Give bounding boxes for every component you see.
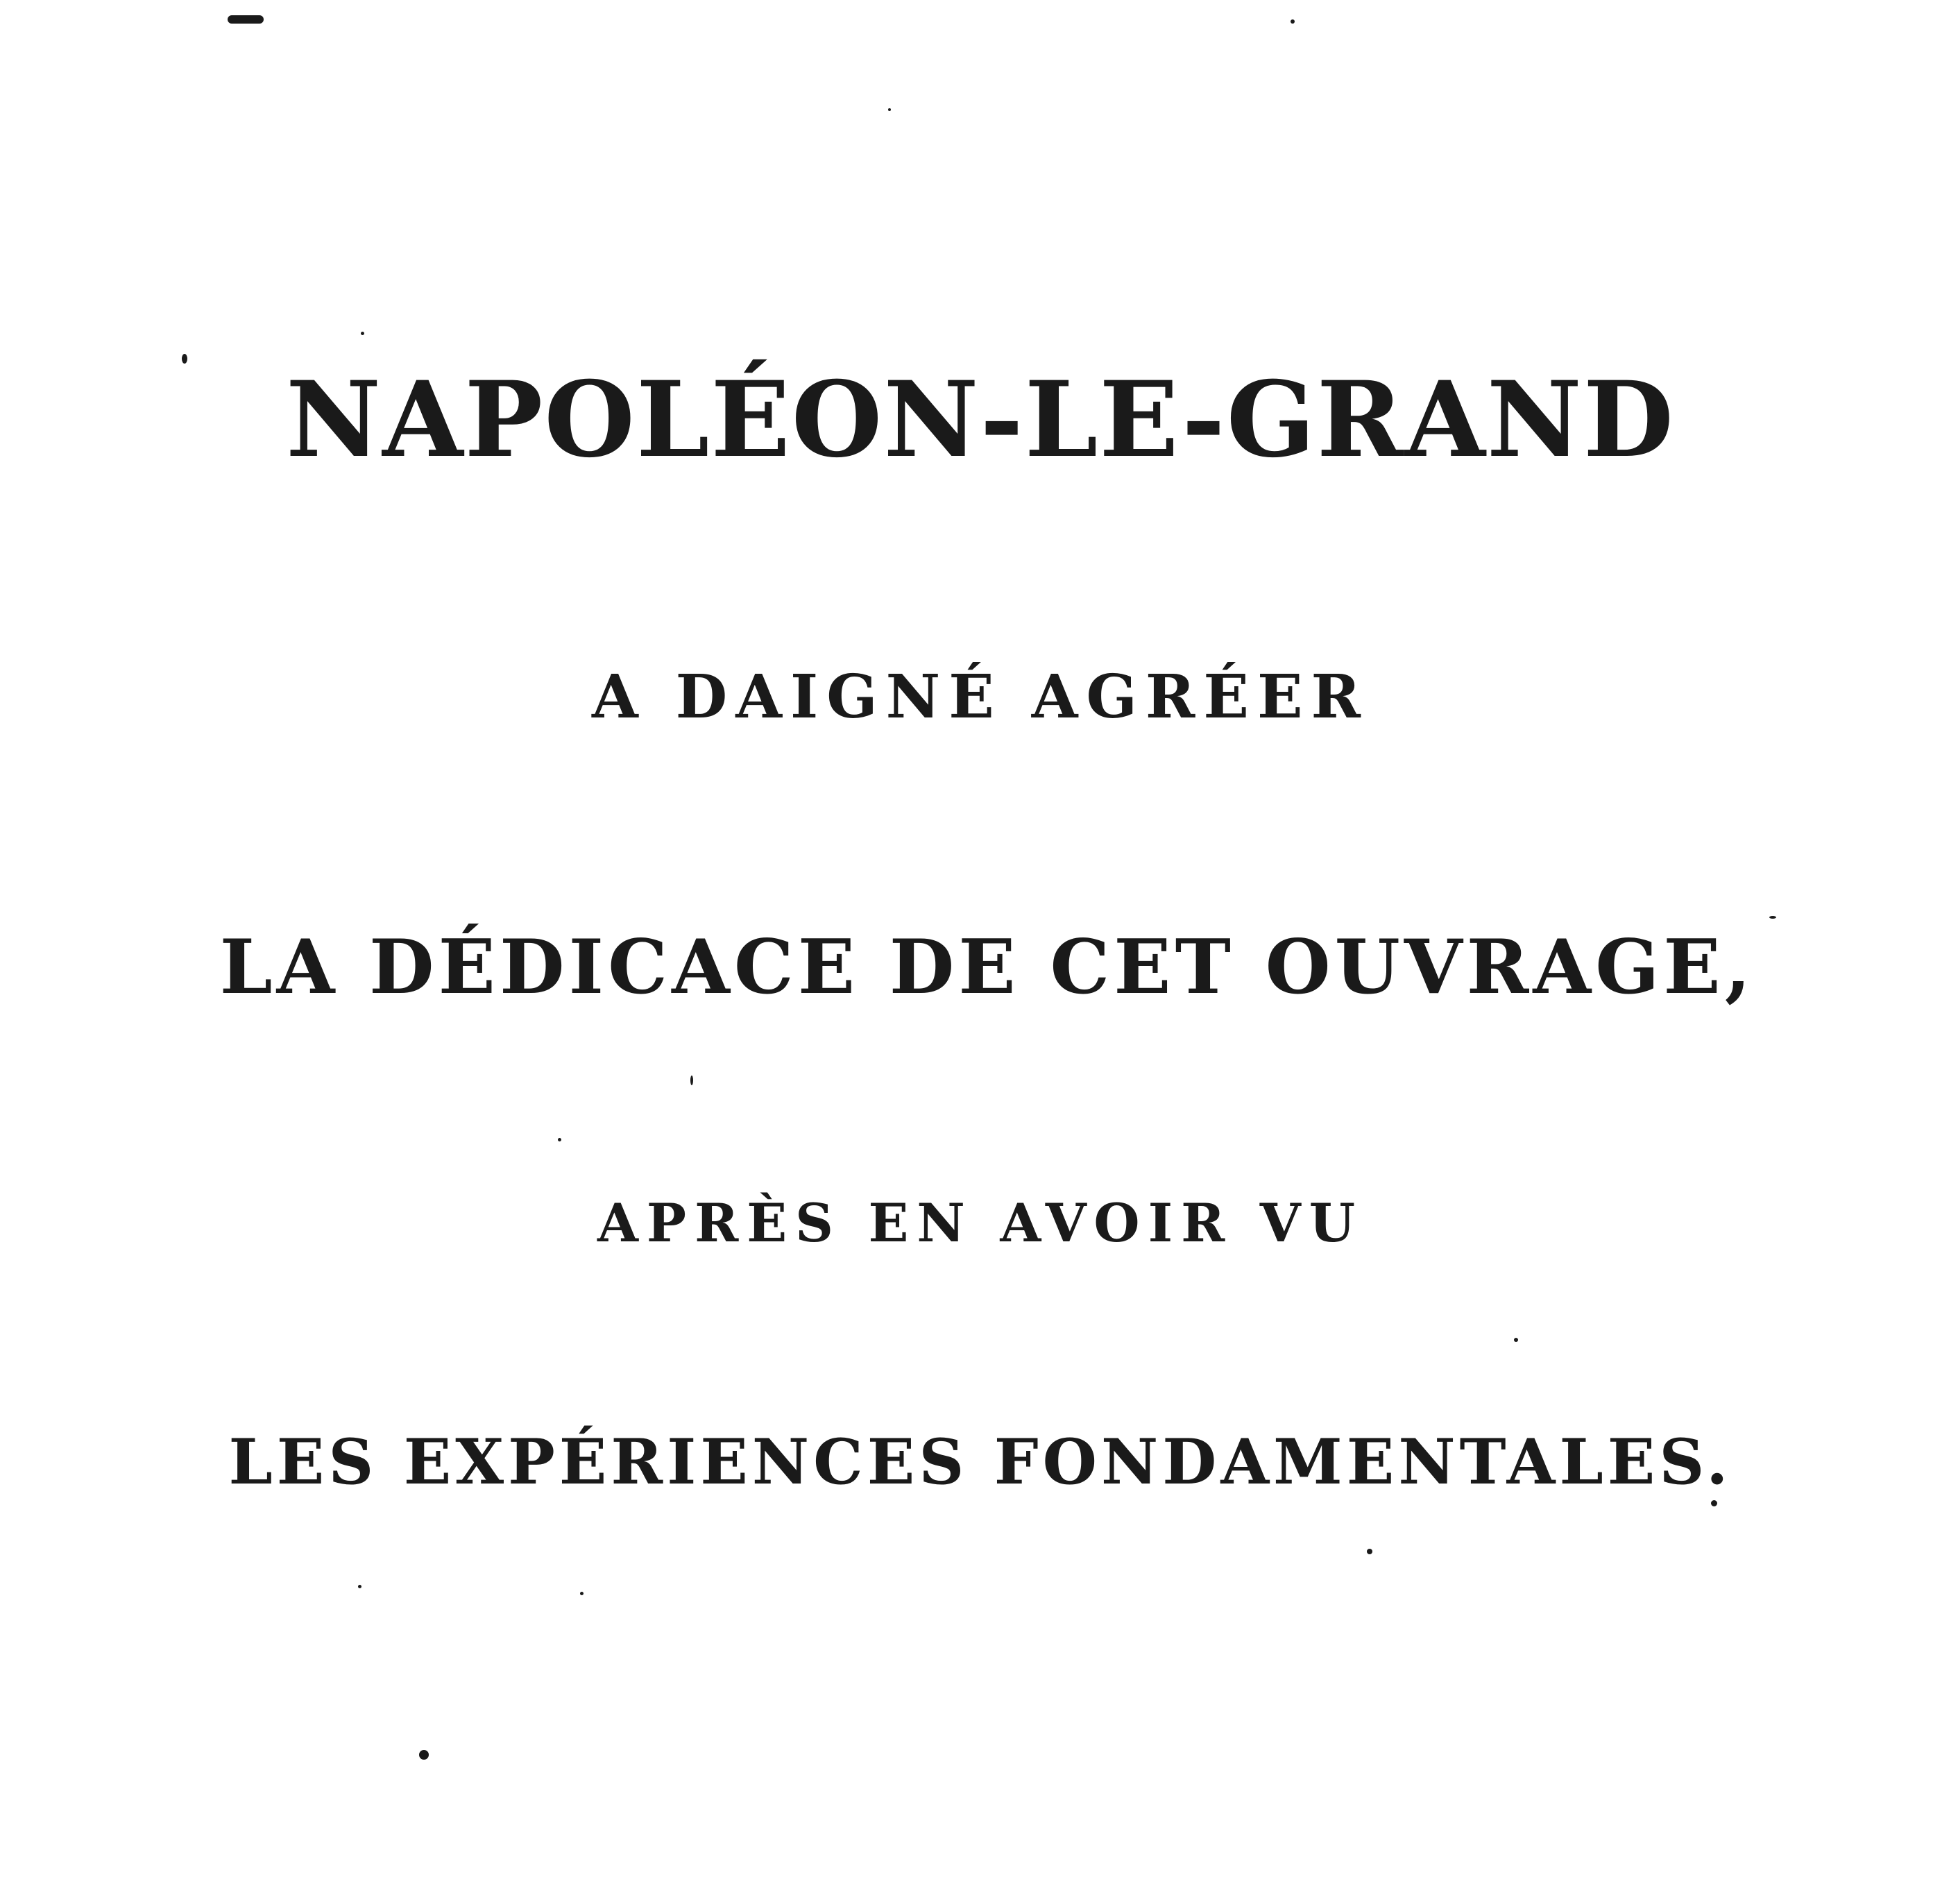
ink-speck <box>888 108 891 111</box>
ink-speck <box>419 1750 429 1760</box>
ink-speck <box>361 332 364 335</box>
dedication-line-work: LA DÉDICACE DE CET OUVRAGE, <box>219 924 1755 1011</box>
ink-speck <box>580 1592 584 1595</box>
ink-speck <box>690 1076 693 1085</box>
dedication-line-accepted: A DAIGNÉ AGRÉER <box>592 662 1369 732</box>
ink-speck <box>228 15 264 24</box>
ink-speck <box>358 1585 361 1588</box>
dedicatee-name: NAPOLÉON-LE-GRAND <box>286 359 1675 481</box>
ink-speck <box>1367 1549 1372 1554</box>
dedication-line-experiments: LES EXPÉRIENCES FONDAMENTALES. <box>228 1425 1732 1499</box>
ink-speck <box>1769 916 1776 919</box>
ink-speck <box>182 354 187 364</box>
ink-speck <box>1291 19 1295 24</box>
ink-speck <box>1514 1338 1518 1342</box>
dedication-line-after-seeing: APRÈS EN AVOIR VU <box>597 1192 1364 1254</box>
ink-speck <box>558 1138 561 1141</box>
ink-speck <box>1711 1500 1717 1506</box>
